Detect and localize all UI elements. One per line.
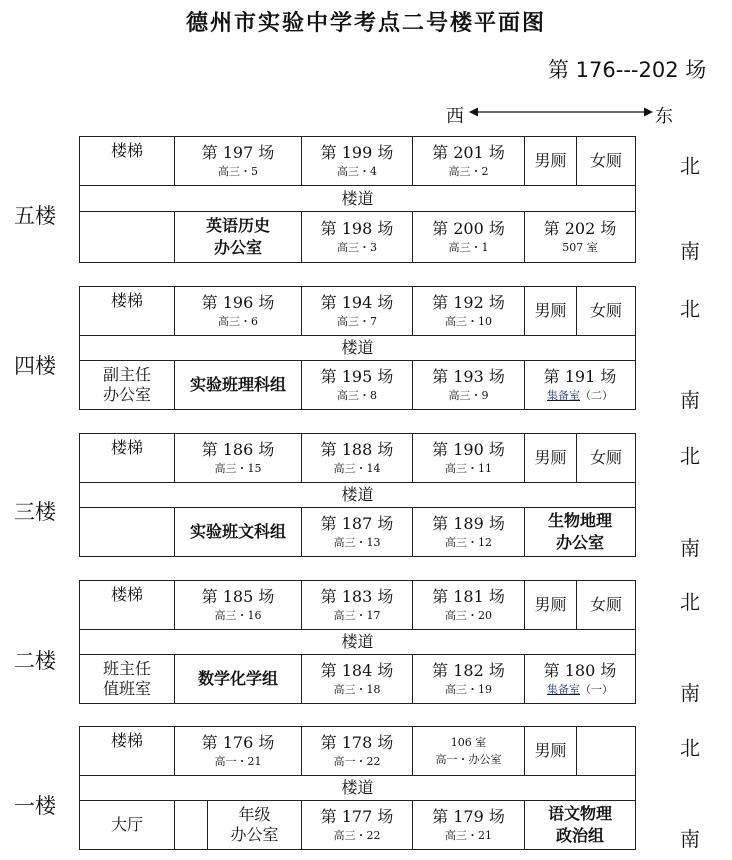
corridor: 楼道: [79, 335, 636, 361]
north-label: 北: [680, 297, 700, 321]
office: 年级 办公室: [207, 800, 302, 850]
exam-room: 第 196 场 高三・6: [174, 286, 302, 336]
lobby: 大厅: [79, 800, 175, 850]
office: 英语历史 办公室: [174, 211, 302, 263]
floor-label-2: 二楼: [14, 649, 56, 673]
exam-room: 第 185 场 高三・16: [174, 580, 302, 630]
south-label: 南: [680, 239, 700, 263]
exam-room: 第 179 场 高三・21: [412, 800, 525, 850]
west-east-arrow-icon: [469, 104, 653, 120]
exam-room: 第 190 场 高三・11: [412, 433, 525, 483]
stairs: 楼梯: [79, 286, 175, 336]
office: 数学化学组: [174, 654, 302, 704]
direction-east: 东: [655, 106, 673, 127]
womens-restroom: 女厕: [576, 286, 636, 336]
office: 实验班理科组: [174, 360, 302, 410]
north-label: 北: [680, 154, 700, 178]
exam-room: 第 181 场 高三・20: [412, 580, 525, 630]
exam-room: 第 183 场 高三・17: [301, 580, 413, 630]
exam-room: 第 193 场 高三・9: [412, 360, 525, 410]
mens-restroom: 男厕: [524, 726, 577, 776]
mens-restroom: 男厕: [524, 433, 577, 483]
exam-room: 第 198 场 高三・3: [301, 211, 413, 263]
office: 生物地理 办公室: [524, 507, 636, 557]
south-label: 南: [680, 536, 700, 560]
mens-restroom: 男厕: [524, 580, 577, 630]
exam-range: 第 176---202 场: [548, 58, 707, 82]
womens-restroom: 女厕: [576, 136, 636, 186]
prep-room-link[interactable]: 集备室: [547, 389, 580, 402]
floor-label-3: 三楼: [14, 500, 56, 524]
page-title: 德州市实验中学考点二号楼平面图: [185, 10, 546, 36]
prep-room-link[interactable]: 集备室: [547, 683, 580, 696]
mens-restroom: 男厕: [524, 136, 577, 186]
south-label: 南: [680, 388, 700, 412]
office: 班主任 值班室: [79, 654, 175, 704]
exam-room: 第 178 场 高一・22: [301, 726, 413, 776]
exam-room: 第 189 场 高三・12: [412, 507, 525, 557]
direction-west: 西: [446, 106, 464, 127]
empty-room: [174, 800, 208, 850]
office: 副主任 办公室: [79, 360, 175, 410]
exam-room: 第 191 场 集备室（二）: [524, 360, 636, 410]
stairs: 楼梯: [79, 726, 175, 776]
north-label: 北: [680, 444, 700, 468]
north-label: 北: [680, 736, 700, 760]
stairs: 楼梯: [79, 433, 175, 483]
floor-label-4: 四楼: [14, 354, 56, 378]
exam-room: 第 197 场 高三・5: [174, 136, 302, 186]
empty-room: [79, 507, 175, 557]
exam-room: 第 180 场 集备室（一）: [524, 654, 636, 704]
office: 语文物理 政治组: [524, 800, 636, 850]
mens-restroom: 男厕: [524, 286, 577, 336]
corridor: 楼道: [79, 629, 636, 655]
stairs: 楼梯: [79, 136, 175, 186]
south-label: 南: [680, 827, 700, 851]
empty-room: [576, 726, 636, 776]
corridor: 楼道: [79, 185, 636, 212]
exam-room: 第 199 场 高三・4: [301, 136, 413, 186]
office: 106 室 高一・办公室: [412, 726, 525, 776]
exam-room: 第 202 场 507 室: [524, 211, 636, 263]
exam-room: 第 182 场 高三・19: [412, 654, 525, 704]
floor-label-5: 五楼: [14, 204, 56, 228]
corridor: 楼道: [79, 482, 636, 508]
exam-room: 第 192 场 高三・10: [412, 286, 525, 336]
exam-room: 第 177 场 高三・22: [301, 800, 413, 850]
exam-room: 第 186 场 高三・15: [174, 433, 302, 483]
womens-restroom: 女厕: [576, 580, 636, 630]
stairs: 楼梯: [79, 580, 175, 630]
floor-label-1: 一楼: [14, 794, 56, 818]
womens-restroom: 女厕: [576, 433, 636, 483]
north-label: 北: [680, 590, 700, 614]
exam-room: 第 176 场 高一・21: [174, 726, 302, 776]
corridor: 楼道: [79, 775, 636, 801]
exam-room: 第 184 场 高三・18: [301, 654, 413, 704]
exam-room: 第 195 场 高三・8: [301, 360, 413, 410]
exam-room: 第 187 场 高三・13: [301, 507, 413, 557]
exam-room: 第 194 场 高三・7: [301, 286, 413, 336]
south-label: 南: [680, 681, 700, 705]
office: 实验班文科组: [174, 507, 302, 557]
exam-room: 第 201 场 高三・2: [412, 136, 525, 186]
exam-room: 第 200 场 高三・1: [412, 211, 525, 263]
empty-room: [79, 211, 175, 263]
exam-room: 第 188 场 高三・14: [301, 433, 413, 483]
